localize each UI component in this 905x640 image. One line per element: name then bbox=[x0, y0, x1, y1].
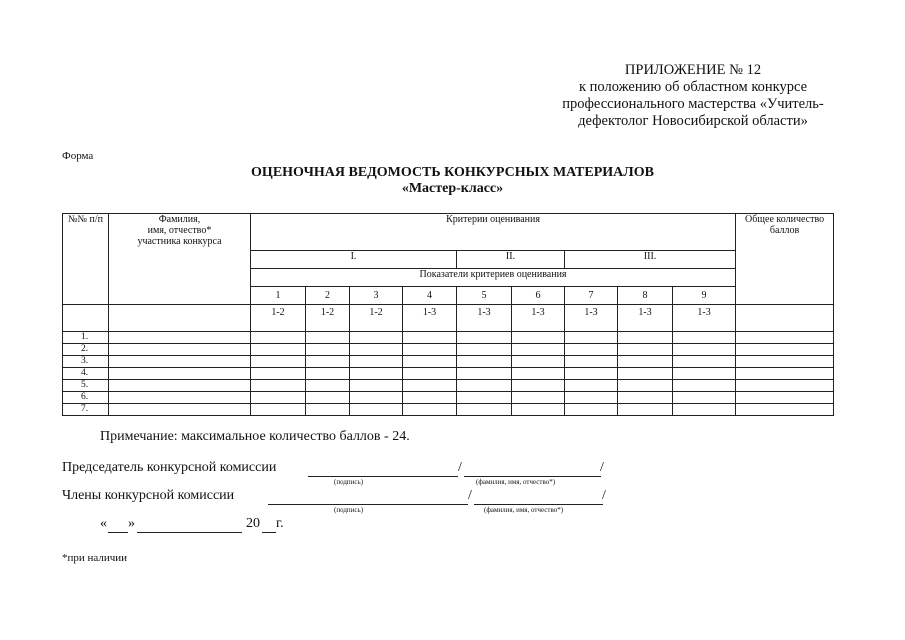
indicator-number: 5 bbox=[457, 287, 512, 305]
members-slash: / bbox=[468, 488, 472, 503]
date-open-quote: « bbox=[100, 516, 107, 531]
indicator-range: 1-3 bbox=[512, 305, 565, 332]
members-sign-caption: (подпись) bbox=[334, 506, 364, 514]
criteria-header: Критерии оценивания bbox=[251, 214, 736, 251]
row-number: 7. bbox=[63, 404, 109, 416]
indicators-header: Показатели критериев оценивания bbox=[251, 269, 736, 287]
footnote: *при наличии bbox=[62, 552, 128, 564]
range-empty-total bbox=[736, 305, 834, 332]
indicator-range: 1-3 bbox=[618, 305, 673, 332]
document-title bbox=[0, 165, 905, 197]
row-number: 4. bbox=[63, 368, 109, 380]
col-num-header: №№ п/п bbox=[63, 214, 109, 305]
criteria-group-3: III. bbox=[565, 251, 736, 269]
table-row bbox=[63, 404, 834, 416]
date-year-suffix: г. bbox=[276, 516, 284, 531]
indicator-number: 4 bbox=[403, 287, 457, 305]
indicator-number: 2 bbox=[306, 287, 350, 305]
note-text: Примечание: максимальное количество баллов - 24. bbox=[100, 429, 410, 444]
evaluation-table bbox=[62, 213, 834, 416]
title-line-2: «Мастер-класс» bbox=[401, 181, 504, 196]
title-line-1: ОЦЕНОЧНАЯ ВЕДОМОСТЬ КОНКУРСНЫХ МАТЕРИАЛОВ bbox=[251, 165, 654, 180]
table-row bbox=[63, 380, 834, 392]
members-name-caption: (фамилия, имя, отчество*) bbox=[484, 506, 564, 514]
chairman-slash-end: / bbox=[600, 460, 604, 475]
indicator-range: 1-2 bbox=[251, 305, 306, 332]
table-row bbox=[63, 344, 834, 356]
indicator-range: 1-2 bbox=[350, 305, 403, 332]
chairman-slash: / bbox=[458, 460, 462, 475]
date-month-line[interactable] bbox=[137, 531, 242, 533]
col-name-header bbox=[109, 214, 251, 305]
date-close-quote: » bbox=[128, 516, 135, 531]
table-row bbox=[63, 332, 834, 344]
row-number: 1. bbox=[63, 332, 109, 344]
appendix-line-2: к положению об областном конкурсе bbox=[578, 79, 808, 95]
row-number: 5. bbox=[63, 380, 109, 392]
indicator-number: 6 bbox=[512, 287, 565, 305]
appendix-line-3: профессионального мастерства «Учитель- bbox=[562, 96, 824, 112]
indicator-number: 3 bbox=[350, 287, 403, 305]
date-year-prefix: 20 bbox=[246, 516, 260, 531]
members-name-line[interactable] bbox=[474, 503, 603, 505]
row-number: 2. bbox=[63, 344, 109, 356]
chairman-name-caption: (фамилия, имя, отчество*) bbox=[476, 478, 556, 486]
indicator-number: 1 bbox=[251, 287, 306, 305]
members-slash-end: / bbox=[602, 488, 606, 503]
row-number: 3. bbox=[63, 356, 109, 368]
table-row bbox=[63, 392, 834, 404]
criteria-group-1: I. bbox=[251, 251, 457, 269]
indicator-number: 8 bbox=[618, 287, 673, 305]
indicator-range: 1-3 bbox=[565, 305, 618, 332]
members-label: Члены конкурсной комиссии bbox=[62, 488, 235, 503]
range-empty-name bbox=[109, 305, 251, 332]
total-header: Общее количество баллов bbox=[736, 214, 834, 305]
table-row bbox=[63, 356, 834, 368]
chairman-name-line[interactable] bbox=[464, 475, 601, 477]
appendix-header bbox=[548, 62, 838, 130]
indicator-range: 1-2 bbox=[306, 305, 350, 332]
col-name-header-line-1: Фамилия, bbox=[158, 214, 201, 225]
date-day-line[interactable] bbox=[108, 531, 128, 533]
chairman-sign-line[interactable] bbox=[308, 475, 458, 477]
chairman-sign-caption: (подпись) bbox=[334, 478, 364, 486]
indicator-range: 1-3 bbox=[457, 305, 512, 332]
indicator-range: 1-3 bbox=[403, 305, 457, 332]
row-number: 6. bbox=[63, 392, 109, 404]
col-name-header-line-2: имя, отчество* bbox=[147, 225, 212, 236]
col-name-header-line-3: участника конкурса bbox=[137, 236, 222, 247]
chairman-label: Председатель конкурсной комиссии bbox=[62, 460, 277, 475]
date-year-line[interactable] bbox=[262, 531, 276, 533]
members-sign-line[interactable] bbox=[268, 503, 468, 505]
indicator-range: 1-3 bbox=[673, 305, 736, 332]
table-row bbox=[63, 368, 834, 380]
range-empty-num bbox=[63, 305, 109, 332]
indicator-number: 9 bbox=[673, 287, 736, 305]
appendix-line-4: дефектолог Новосибирской области» bbox=[578, 113, 808, 129]
indicator-number: 7 bbox=[565, 287, 618, 305]
criteria-group-2: II. bbox=[457, 251, 565, 269]
appendix-line-1: ПРИЛОЖЕНИЕ № 12 bbox=[624, 62, 762, 78]
form-label: Форма bbox=[62, 150, 94, 162]
